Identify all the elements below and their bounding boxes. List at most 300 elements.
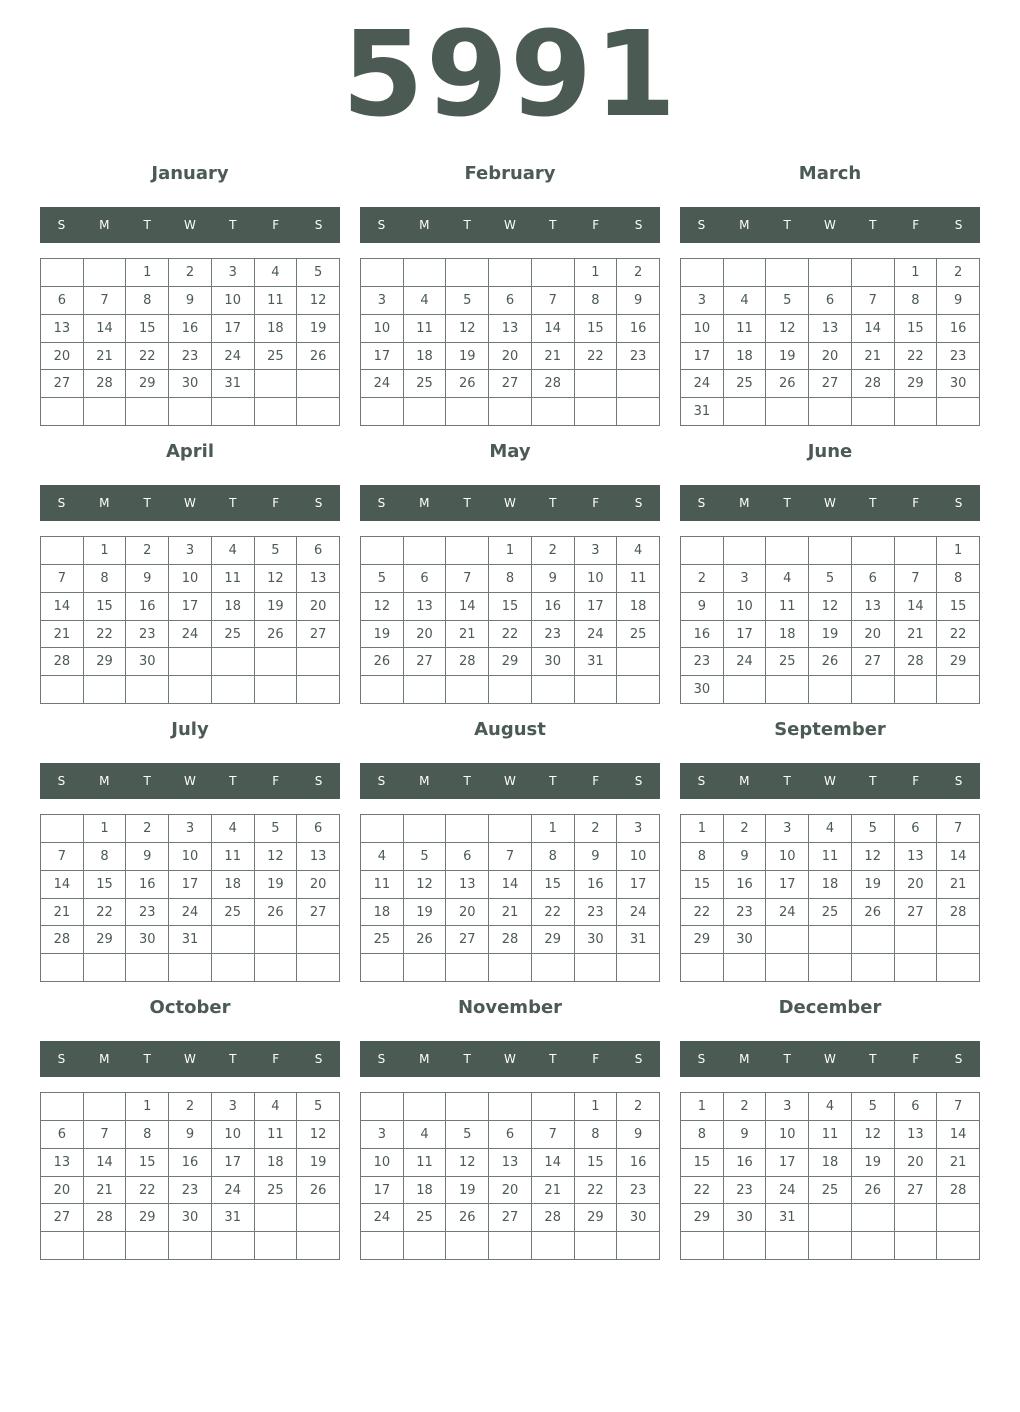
days-grid	[680, 258, 980, 426]
day-cell: 8	[895, 287, 938, 315]
day-cell: 15	[84, 871, 127, 899]
day-cell: 27	[41, 370, 84, 398]
month-name: December	[778, 997, 882, 1018]
day-cell	[297, 648, 340, 676]
day-cell: 19	[297, 315, 340, 343]
day-cell: 17	[361, 1177, 404, 1205]
day-cell: 30	[724, 1204, 767, 1232]
day-cell: 13	[809, 315, 852, 343]
day-cell: 10	[212, 287, 255, 315]
day-cell	[895, 954, 938, 982]
day-cell: 20	[489, 343, 532, 371]
day-cell: 3	[766, 1093, 809, 1121]
weekday-label: W	[184, 1052, 196, 1066]
day-cell: 22	[532, 899, 575, 927]
day-cell: 8	[681, 843, 724, 871]
weekday-label: F	[912, 774, 920, 788]
day-cell	[169, 648, 212, 676]
day-cell: 15	[126, 1149, 169, 1177]
day-cell: 31	[169, 926, 212, 954]
day-cell: 16	[126, 871, 169, 899]
day-cell: 11	[212, 843, 255, 871]
day-cell	[84, 1093, 127, 1121]
day-cell	[681, 1232, 724, 1260]
day-cell: 3	[724, 565, 767, 593]
day-cell	[809, 926, 852, 954]
day-cell: 7	[41, 843, 84, 871]
day-cell: 20	[895, 871, 938, 899]
weekday-label: S	[954, 1052, 963, 1066]
day-cell: 24	[681, 370, 724, 398]
weekday-label: F	[592, 774, 600, 788]
day-cell: 23	[617, 1177, 660, 1205]
day-cell	[169, 954, 212, 982]
day-cell: 9	[617, 1121, 660, 1149]
day-cell	[41, 537, 84, 565]
day-cell: 2	[724, 815, 767, 843]
day-cell: 3	[575, 537, 618, 565]
days-grid	[40, 814, 340, 982]
day-cell: 16	[617, 315, 660, 343]
month-name: August	[474, 719, 546, 740]
day-cell: 24	[212, 343, 255, 371]
weekday-label: S	[954, 496, 963, 510]
day-cell: 22	[84, 621, 127, 649]
day-cell: 12	[809, 593, 852, 621]
day-cell	[126, 676, 169, 704]
day-cell: 28	[895, 648, 938, 676]
day-cell: 9	[617, 287, 660, 315]
day-cell: 22	[575, 1177, 618, 1205]
day-cell: 9	[169, 1121, 212, 1149]
day-cell: 24	[766, 1177, 809, 1205]
day-cell: 10	[575, 565, 618, 593]
weekday-label: S	[697, 218, 706, 232]
weekday-label: S	[377, 774, 386, 788]
day-cell	[446, 259, 489, 287]
day-cell: 17	[681, 343, 724, 371]
day-cell: 28	[532, 370, 575, 398]
weekday-header	[360, 485, 660, 521]
day-cell	[84, 676, 127, 704]
days-grid	[680, 1092, 980, 1260]
day-cell: 12	[361, 593, 404, 621]
day-cell	[895, 676, 938, 704]
day-cell: 12	[255, 565, 298, 593]
day-cell: 25	[809, 1177, 852, 1205]
days-grid	[360, 536, 660, 704]
day-cell: 31	[617, 926, 660, 954]
day-cell: 9	[575, 843, 618, 871]
day-cell	[895, 398, 938, 426]
weekday-label: S	[954, 218, 963, 232]
day-cell	[255, 954, 298, 982]
day-cell: 20	[895, 1149, 938, 1177]
day-cell	[212, 648, 255, 676]
weekday-label: M	[419, 774, 430, 788]
day-cell: 23	[169, 1177, 212, 1205]
day-cell	[212, 926, 255, 954]
day-cell: 29	[84, 648, 127, 676]
day-cell: 18	[212, 593, 255, 621]
day-cell: 29	[489, 648, 532, 676]
day-cell: 28	[489, 926, 532, 954]
day-cell	[41, 1093, 84, 1121]
day-cell	[361, 259, 404, 287]
day-cell: 1	[126, 1093, 169, 1121]
day-cell	[809, 1204, 852, 1232]
day-cell: 11	[766, 593, 809, 621]
day-cell	[255, 398, 298, 426]
day-cell: 27	[895, 899, 938, 927]
day-cell	[404, 1093, 447, 1121]
day-cell: 4	[404, 287, 447, 315]
weekday-label: F	[592, 496, 600, 510]
day-cell	[724, 954, 767, 982]
day-cell	[575, 398, 618, 426]
day-cell: 19	[255, 593, 298, 621]
day-cell: 7	[446, 565, 489, 593]
day-cell: 22	[489, 621, 532, 649]
day-cell	[724, 1232, 767, 1260]
day-cell	[852, 398, 895, 426]
weekday-label: M	[99, 496, 110, 510]
day-cell: 14	[446, 593, 489, 621]
day-cell: 24	[361, 370, 404, 398]
weekday-label: T	[143, 774, 151, 788]
day-cell	[575, 676, 618, 704]
day-cell	[489, 398, 532, 426]
day-cell: 28	[41, 926, 84, 954]
day-cell: 12	[404, 871, 447, 899]
day-cell: 30	[532, 648, 575, 676]
day-cell: 3	[212, 259, 255, 287]
day-cell	[446, 676, 489, 704]
day-cell: 4	[255, 259, 298, 287]
day-cell: 1	[489, 537, 532, 565]
day-cell	[446, 1232, 489, 1260]
day-cell	[937, 1232, 980, 1260]
weekday-header	[360, 763, 660, 799]
day-cell	[681, 537, 724, 565]
weekday-label: M	[419, 218, 430, 232]
day-cell	[937, 926, 980, 954]
day-cell: 27	[852, 648, 895, 676]
day-cell: 6	[41, 1121, 84, 1149]
day-cell: 15	[126, 315, 169, 343]
days-grid	[680, 536, 980, 704]
weekday-label: S	[314, 218, 323, 232]
weekday-label: T	[143, 496, 151, 510]
day-cell: 10	[617, 843, 660, 871]
day-cell	[489, 676, 532, 704]
day-cell: 10	[212, 1121, 255, 1149]
day-cell: 16	[724, 871, 767, 899]
weekday-label: W	[184, 218, 196, 232]
day-cell	[361, 1093, 404, 1121]
day-cell: 16	[937, 315, 980, 343]
day-cell	[617, 648, 660, 676]
day-cell	[852, 537, 895, 565]
day-cell	[937, 1204, 980, 1232]
day-cell	[404, 259, 447, 287]
day-cell: 1	[681, 1093, 724, 1121]
day-cell: 20	[297, 593, 340, 621]
month-name: January	[151, 163, 229, 184]
day-cell: 1	[937, 537, 980, 565]
day-cell: 29	[681, 1204, 724, 1232]
day-cell: 6	[895, 1093, 938, 1121]
day-cell: 1	[126, 259, 169, 287]
day-cell: 7	[852, 287, 895, 315]
weekday-label: M	[739, 218, 750, 232]
day-cell: 6	[852, 565, 895, 593]
day-cell: 7	[41, 565, 84, 593]
day-cell: 28	[937, 1177, 980, 1205]
day-cell: 4	[724, 287, 767, 315]
day-cell	[361, 815, 404, 843]
day-cell	[297, 1204, 340, 1232]
day-cell: 10	[169, 843, 212, 871]
day-cell: 8	[681, 1121, 724, 1149]
day-cell: 27	[297, 899, 340, 927]
day-cell: 17	[169, 871, 212, 899]
day-cell: 23	[937, 343, 980, 371]
day-cell: 17	[617, 871, 660, 899]
day-cell: 14	[84, 315, 127, 343]
day-cell: 5	[809, 565, 852, 593]
weekday-label: W	[824, 1052, 836, 1066]
day-cell	[361, 1232, 404, 1260]
day-cell: 18	[255, 315, 298, 343]
day-cell: 25	[361, 926, 404, 954]
day-cell: 9	[126, 843, 169, 871]
day-cell: 13	[489, 1149, 532, 1177]
day-cell	[404, 537, 447, 565]
weekday-label: S	[697, 1052, 706, 1066]
day-cell: 31	[681, 398, 724, 426]
day-cell	[766, 1232, 809, 1260]
day-cell: 14	[937, 1121, 980, 1149]
day-cell: 2	[681, 565, 724, 593]
days-grid	[40, 536, 340, 704]
day-cell: 1	[84, 815, 127, 843]
day-cell	[809, 537, 852, 565]
day-cell: 3	[766, 815, 809, 843]
day-cell: 30	[575, 926, 618, 954]
day-cell	[852, 1232, 895, 1260]
day-cell	[212, 1232, 255, 1260]
day-cell	[489, 1093, 532, 1121]
day-cell	[169, 1232, 212, 1260]
day-cell	[532, 1232, 575, 1260]
weekday-label: T	[549, 774, 557, 788]
day-cell	[297, 954, 340, 982]
day-cell: 14	[84, 1149, 127, 1177]
day-cell: 27	[404, 648, 447, 676]
weekday-label: T	[869, 1052, 877, 1066]
day-cell	[852, 954, 895, 982]
weekday-header	[680, 763, 980, 799]
weekday-label: T	[463, 774, 471, 788]
day-cell: 2	[937, 259, 980, 287]
day-cell: 17	[212, 315, 255, 343]
day-cell	[212, 676, 255, 704]
day-cell: 3	[361, 1121, 404, 1149]
day-cell: 16	[126, 593, 169, 621]
day-cell: 1	[84, 537, 127, 565]
day-cell: 8	[489, 565, 532, 593]
month-name: October	[149, 997, 231, 1018]
day-cell: 25	[766, 648, 809, 676]
day-cell: 24	[766, 899, 809, 927]
day-cell: 3	[169, 815, 212, 843]
day-cell: 11	[404, 315, 447, 343]
day-cell	[404, 676, 447, 704]
day-cell	[809, 1232, 852, 1260]
days-grid	[360, 814, 660, 982]
day-cell	[809, 398, 852, 426]
day-cell: 17	[766, 871, 809, 899]
day-cell: 15	[575, 1149, 618, 1177]
day-cell	[84, 398, 127, 426]
day-cell: 21	[84, 1177, 127, 1205]
day-cell	[41, 676, 84, 704]
day-cell: 29	[937, 648, 980, 676]
day-cell	[489, 1232, 532, 1260]
day-cell: 6	[41, 287, 84, 315]
day-cell	[255, 1232, 298, 1260]
day-cell	[404, 815, 447, 843]
day-cell: 5	[404, 843, 447, 871]
day-cell: 23	[724, 899, 767, 927]
day-cell: 19	[766, 343, 809, 371]
day-cell	[404, 1232, 447, 1260]
day-cell	[617, 676, 660, 704]
weekday-header	[40, 763, 340, 799]
day-cell	[212, 398, 255, 426]
day-cell: 4	[212, 537, 255, 565]
month-name: May	[489, 441, 531, 462]
weekday-header	[40, 207, 340, 243]
day-cell	[766, 259, 809, 287]
day-cell: 13	[895, 843, 938, 871]
day-cell: 21	[937, 871, 980, 899]
day-cell: 26	[852, 1177, 895, 1205]
day-cell	[852, 1204, 895, 1232]
day-cell: 13	[297, 843, 340, 871]
day-cell: 21	[852, 343, 895, 371]
day-cell: 13	[489, 315, 532, 343]
weekday-label: W	[824, 774, 836, 788]
weekday-label: T	[549, 496, 557, 510]
day-cell: 2	[126, 537, 169, 565]
day-cell	[575, 370, 618, 398]
days-grid	[680, 814, 980, 982]
day-cell: 26	[446, 1204, 489, 1232]
day-cell: 9	[532, 565, 575, 593]
day-cell: 15	[895, 315, 938, 343]
day-cell: 11	[724, 315, 767, 343]
day-cell: 6	[297, 815, 340, 843]
day-cell	[532, 676, 575, 704]
day-cell: 23	[126, 621, 169, 649]
day-cell: 10	[169, 565, 212, 593]
day-cell: 22	[126, 1177, 169, 1205]
day-cell: 19	[852, 871, 895, 899]
day-cell: 13	[852, 593, 895, 621]
day-cell: 17	[766, 1149, 809, 1177]
day-cell: 10	[766, 1121, 809, 1149]
day-cell: 31	[766, 1204, 809, 1232]
day-cell	[84, 954, 127, 982]
day-cell: 15	[937, 593, 980, 621]
day-cell	[489, 815, 532, 843]
weekday-label: S	[57, 496, 66, 510]
day-cell	[532, 954, 575, 982]
day-cell: 13	[41, 315, 84, 343]
day-cell: 20	[809, 343, 852, 371]
day-cell: 30	[617, 1204, 660, 1232]
day-cell: 19	[297, 1149, 340, 1177]
day-cell: 19	[446, 343, 489, 371]
day-cell	[361, 954, 404, 982]
day-cell: 7	[84, 287, 127, 315]
day-cell	[361, 398, 404, 426]
day-cell	[852, 926, 895, 954]
weekday-label: T	[463, 1052, 471, 1066]
day-cell: 27	[489, 370, 532, 398]
day-cell	[255, 648, 298, 676]
weekday-label: S	[697, 774, 706, 788]
day-cell: 27	[809, 370, 852, 398]
month-name: September	[774, 719, 886, 740]
weekday-header	[680, 207, 980, 243]
day-cell	[446, 1093, 489, 1121]
day-cell: 26	[766, 370, 809, 398]
weekday-label: W	[184, 496, 196, 510]
day-cell: 9	[937, 287, 980, 315]
day-cell	[446, 954, 489, 982]
day-cell: 1	[575, 259, 618, 287]
year-title: 5991	[341, 5, 679, 143]
weekday-label: T	[229, 496, 237, 510]
day-cell: 21	[532, 1177, 575, 1205]
day-cell: 18	[809, 871, 852, 899]
days-grid	[360, 1092, 660, 1260]
day-cell	[766, 926, 809, 954]
weekday-label: S	[57, 774, 66, 788]
day-cell: 3	[361, 287, 404, 315]
weekday-label: M	[419, 1052, 430, 1066]
day-cell: 6	[895, 815, 938, 843]
day-cell: 25	[404, 370, 447, 398]
day-cell	[489, 954, 532, 982]
day-cell: 26	[255, 621, 298, 649]
day-cell: 9	[126, 565, 169, 593]
day-cell: 26	[809, 648, 852, 676]
day-cell: 7	[532, 287, 575, 315]
month-name: June	[807, 441, 853, 462]
weekday-label: T	[783, 496, 791, 510]
day-cell: 3	[681, 287, 724, 315]
day-cell: 17	[361, 343, 404, 371]
day-cell: 17	[212, 1149, 255, 1177]
day-cell: 13	[41, 1149, 84, 1177]
day-cell: 1	[895, 259, 938, 287]
weekday-label: F	[912, 1052, 920, 1066]
day-cell: 27	[446, 926, 489, 954]
